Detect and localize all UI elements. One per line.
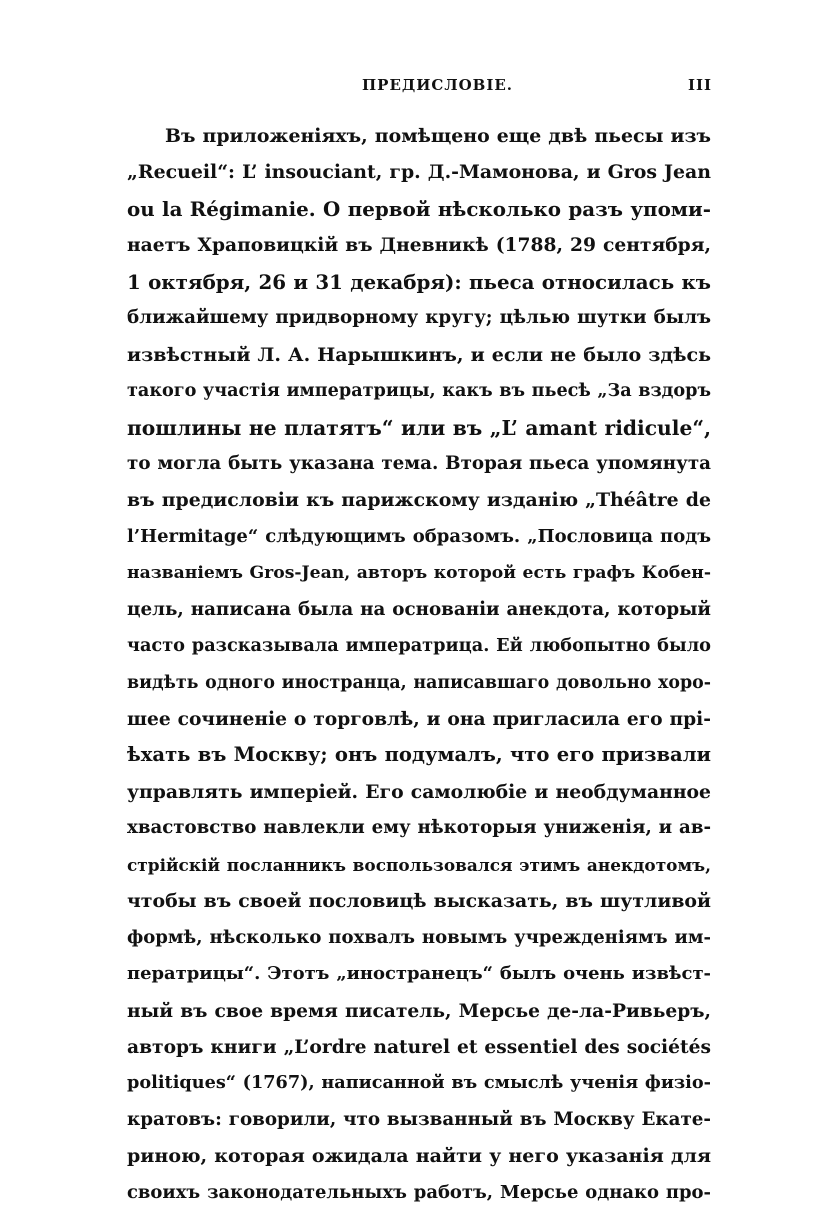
running-title: ПРЕДИСЛОВІЕ. xyxy=(362,76,514,94)
text-line: видѣть одного иностранца, написавшаго довольно хоро- xyxy=(127,672,711,693)
text-line: часто разсказывала императрица. Ей любопытно было xyxy=(127,635,711,657)
text-line: формѣ, нѣсколько похвалъ новымъ учрежденіямъ им- xyxy=(127,926,711,948)
text-line: авторъ книги „L’ordre naturel et essentiel des sociétés xyxy=(127,1035,711,1058)
text-line: названіемъ Gros-Jean, авторъ которой есть графъ Кобен- xyxy=(127,563,711,584)
text-line: кратовъ: говорили, что вызванный въ Москву Екате- xyxy=(127,1108,711,1130)
text-line: наетъ Храповицкій въ Дневникѣ (1788, 29 сентября, xyxy=(127,234,711,257)
text-line: извѣстный Л. А. Нарышкинъ, и если не было здѣсь xyxy=(127,343,711,366)
text-line: „Recueil“: L’ insouciant, гр. Д.-Мамонова, и Gros Jean xyxy=(127,161,711,184)
text-line: такого участія императрицы, какъ въ пьесѣ „За вздоръ xyxy=(127,380,711,402)
text-line: politiques“ (1767), написанной въ смыслѣ ученія физіо- xyxy=(127,1072,711,1094)
text-line: ѣхать въ Москву; онъ подумалъ, что его призвали xyxy=(127,743,711,767)
text-line: ный въ свое время писатель, Мерсье де-ла-Ривьеръ, xyxy=(127,999,711,1022)
text-line: стрійскій посланникъ воспользовался этимъ анекдотомъ, xyxy=(127,854,711,875)
text-line: пошлины не платятъ“ или въ „L’ amant ridicule“, xyxy=(127,415,711,440)
page-number: III xyxy=(688,76,713,94)
text-line: въ предисловіи къ парижскому изданію „Théâtre de xyxy=(127,489,711,512)
text-line: ou la Régimanie. О первой нѣсколько разъ упоми- xyxy=(127,196,711,221)
text-line: хвастовство навлекли ему нѣкоторыя униженія, и ав- xyxy=(127,817,711,839)
text-line: шее сочиненіе о торговлѣ, и она пригласила его прі- xyxy=(127,708,711,730)
text-line: своихъ законодательныхъ работъ, Мерсье однако про- xyxy=(127,1181,711,1203)
text-line: l’Hermitage“ слѣдующимъ образомъ. „Пословица подъ xyxy=(127,525,711,547)
text-line: управлять имперіей. Его самолюбіе и необдуманное xyxy=(127,780,711,803)
text-line: чтобы въ своей пословицѣ высказать, въ шутливой xyxy=(127,890,711,913)
text-line: Въ приложеніяхъ, помѣщено еще двѣ пьесы изъ xyxy=(165,125,711,147)
body-text xyxy=(127,118,711,1211)
text-line: 1 октября, 26 и 31 декабря): пьеса относилась къ xyxy=(127,269,711,294)
text-line: риною, которая ожидала найти у него указанія для xyxy=(127,1145,711,1168)
text-line: ператрицы“. Этотъ „иностранецъ“ былъ очень извѣст- xyxy=(127,963,711,985)
text-line: ближайшему придворному кругу; цѣлью шутки былъ xyxy=(127,307,711,329)
text-line: цель, написана была на основаніи анекдота, который xyxy=(127,598,711,620)
text-line: то могла быть указана тема. Вторая пьеса упомянута xyxy=(127,452,711,474)
